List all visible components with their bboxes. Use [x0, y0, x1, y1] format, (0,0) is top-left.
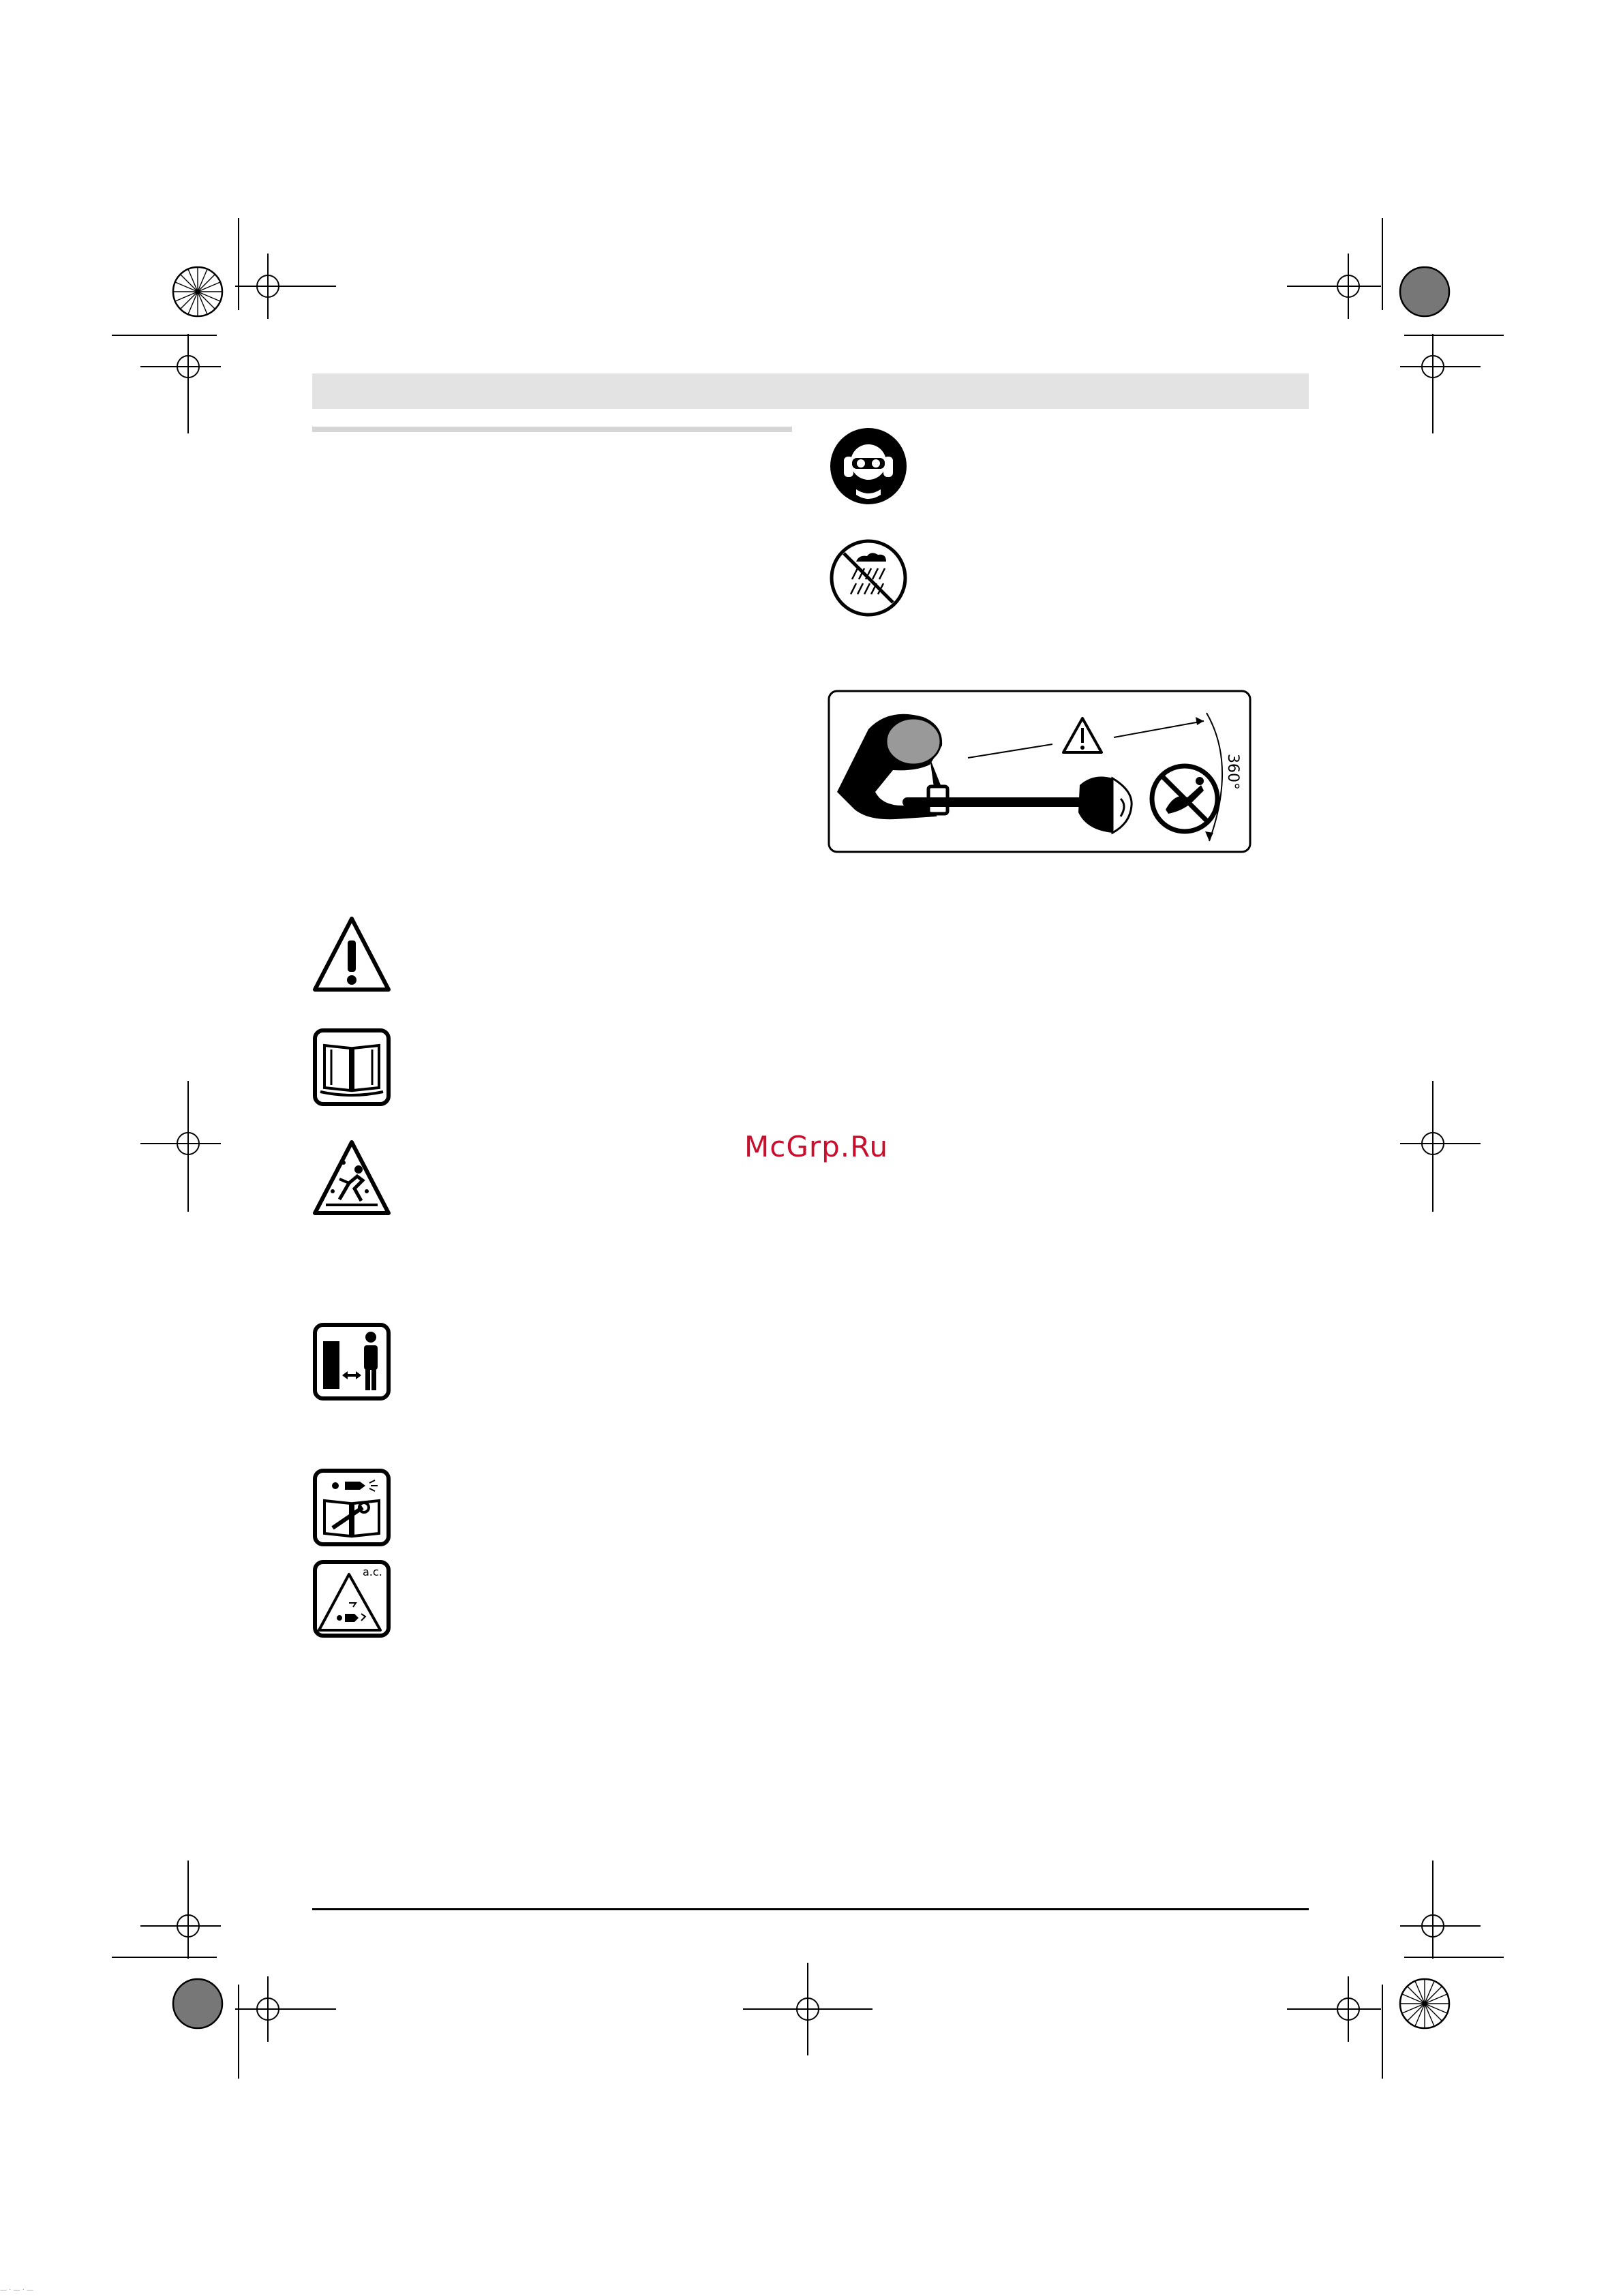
starburst-mark-bottom-right	[1400, 1979, 1449, 2028]
section-rule	[312, 427, 792, 432]
trimmer-safety-diagram	[828, 690, 1252, 853]
wear-ear-eye-protection-icon	[829, 427, 908, 506]
starburst-mark-top-left	[173, 267, 222, 316]
unplug-before-maintenance-icon	[312, 1468, 391, 1547]
footer-rule	[312, 1908, 1309, 1910]
no-rain-icon	[829, 538, 908, 617]
solid-mark-top-right	[1400, 267, 1449, 316]
header-bar	[312, 373, 1309, 409]
footer-glyph: — · — · —	[0, 2286, 34, 2294]
svg-text:a.c.: a.c.	[363, 1565, 382, 1578]
solid-mark-bottom-left	[173, 1979, 222, 2028]
angle-label: 360°	[1224, 754, 1241, 790]
keep-bystanders-away-icon	[312, 1322, 391, 1401]
read-manual-icon	[312, 1028, 391, 1107]
electric-shock-ac-icon	[312, 1559, 391, 1638]
thrown-objects-icon	[312, 1138, 391, 1217]
watermark: McGrp.Ru	[744, 1130, 889, 1163]
warning-triangle-icon	[312, 915, 391, 994]
